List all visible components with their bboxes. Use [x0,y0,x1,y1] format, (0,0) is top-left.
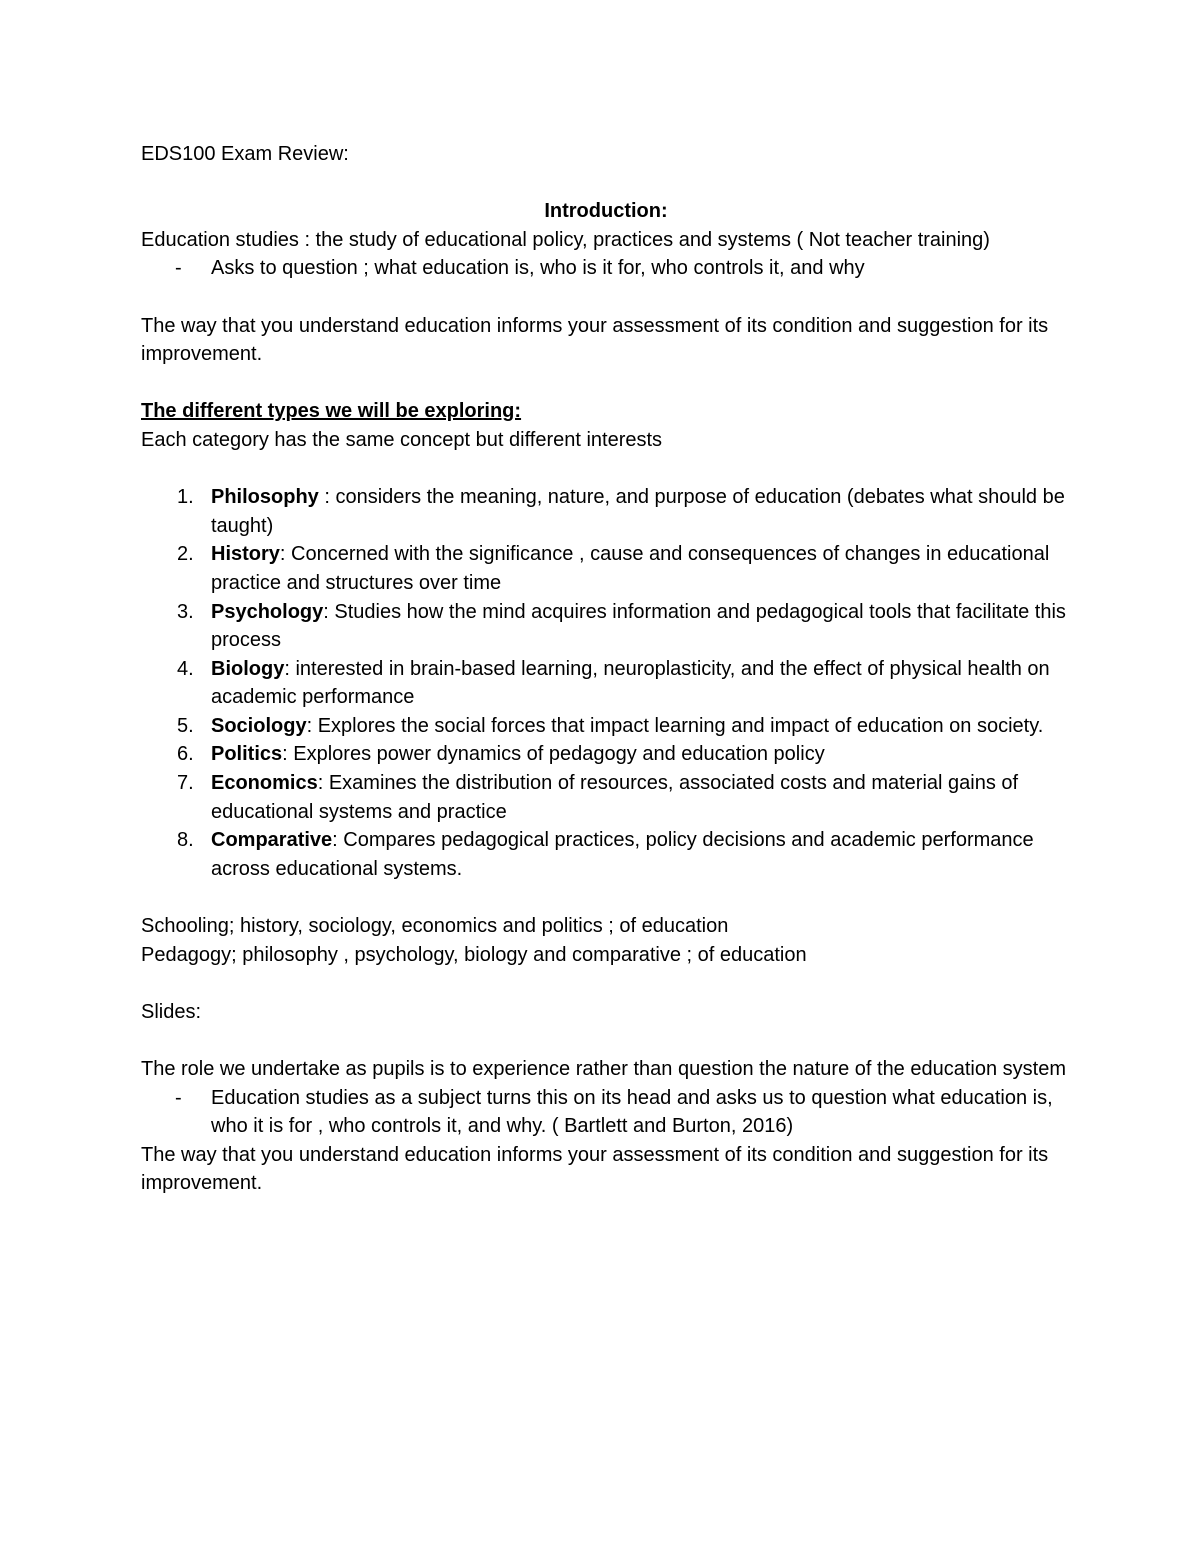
list-number: 5. [177,714,194,737]
type-term: Biology [211,657,285,680]
dash-bullet: - [175,1086,182,1109]
types-list [141,483,1071,883]
list-number: 3. [177,600,194,623]
list-item [141,254,1071,283]
list-item [141,740,1071,769]
intro-bullet-list [141,254,1071,283]
blank-line [141,969,1071,998]
slides-label: Slides: [141,1000,202,1023]
type-term: Philosophy [211,486,319,509]
type-description: : Studies how the mind acquires information and pedagogical tools that facilitate this process [211,600,1066,652]
understanding-paragraph: The way that you understand education informs your assessment of its condition and suggestion for its improvement. [141,314,1049,366]
list-item [141,712,1071,741]
type-description: : considers the meaning, nature, and purpose of education (debates what should be taught) [211,486,1065,537]
intro-bullet-text: Asks to question ; what education is, who is it for, who controls it, and why [211,257,865,280]
blank-line [141,283,1071,312]
dash-bullet: - [175,257,182,280]
list-item [141,598,1071,655]
list-item [141,826,1071,883]
type-term: History [211,543,280,566]
list-number: 2. [177,543,194,566]
blank-line [141,1026,1071,1055]
pedagogy-line: Pedagogy; philosophy , psychology, biology and comparative ; of education [141,943,807,966]
schooling-line: Schooling; history, sociology, economics and politics ; of education [141,915,729,938]
list-number: 4. [177,657,194,680]
blank-line [141,455,1071,484]
type-description: : Concerned with the significance , cause and consequences of changes in educational practice and structures over time [211,543,1050,594]
intro-heading: Introduction: [544,200,668,223]
document-body [141,140,1071,1198]
list-item [141,483,1071,540]
list-item [141,1084,1071,1141]
type-description: : Compares pedagogical practices, policy decisions and academic performance across educational systems. [211,829,1034,880]
document-title: EDS100 Exam Review: [141,143,349,165]
list-item [141,655,1071,712]
blank-line [141,369,1071,398]
types-subtext: Each category has the same concept but different interests [141,428,663,451]
types-heading: The different types we will be exploring: [141,400,522,423]
type-term: Comparative [211,829,333,852]
type-term: Economics [211,772,318,795]
list-number: 1. [177,486,194,509]
blank-line [141,169,1071,198]
type-description: : interested in brain-based learning, neuroplasticity, and the effect of physical health on academic performance [211,657,1050,709]
type-description: : Examines the distribution of resources, associated costs and material gains of educational systems and practice [211,772,1019,823]
type-term: Psychology [211,600,324,623]
type-term: Politics [211,743,283,766]
blank-line [141,883,1071,912]
list-number: 6. [177,743,194,766]
type-term: Sociology [211,714,307,737]
role-paragraph: The role we undertake as pupils is to experience rather than question the nature of the education system [141,1058,1066,1080]
closing-paragraph: The way that you understand education informs your assessment of its condition and suggestion for its improvement. [141,1143,1049,1195]
type-description: : Explores the social forces that impact learning and impact of education on society. [306,714,1044,737]
list-number: 7. [177,772,194,795]
intro-text: Education studies : the study of educational policy, practices and systems ( Not teacher training) [141,228,990,251]
list-item [141,540,1071,597]
list-number: 8. [177,829,194,852]
role-bullet-text: Education studies as a subject turns this on its head and asks us to question what education is, who it is for , who controls it, and why. ( Bartlett and Burton, 2016) [211,1086,1053,1138]
type-description: : Explores power dynamics of pedagogy and education policy [282,743,825,766]
role-bullet-list [141,1084,1071,1141]
list-item [141,769,1071,826]
